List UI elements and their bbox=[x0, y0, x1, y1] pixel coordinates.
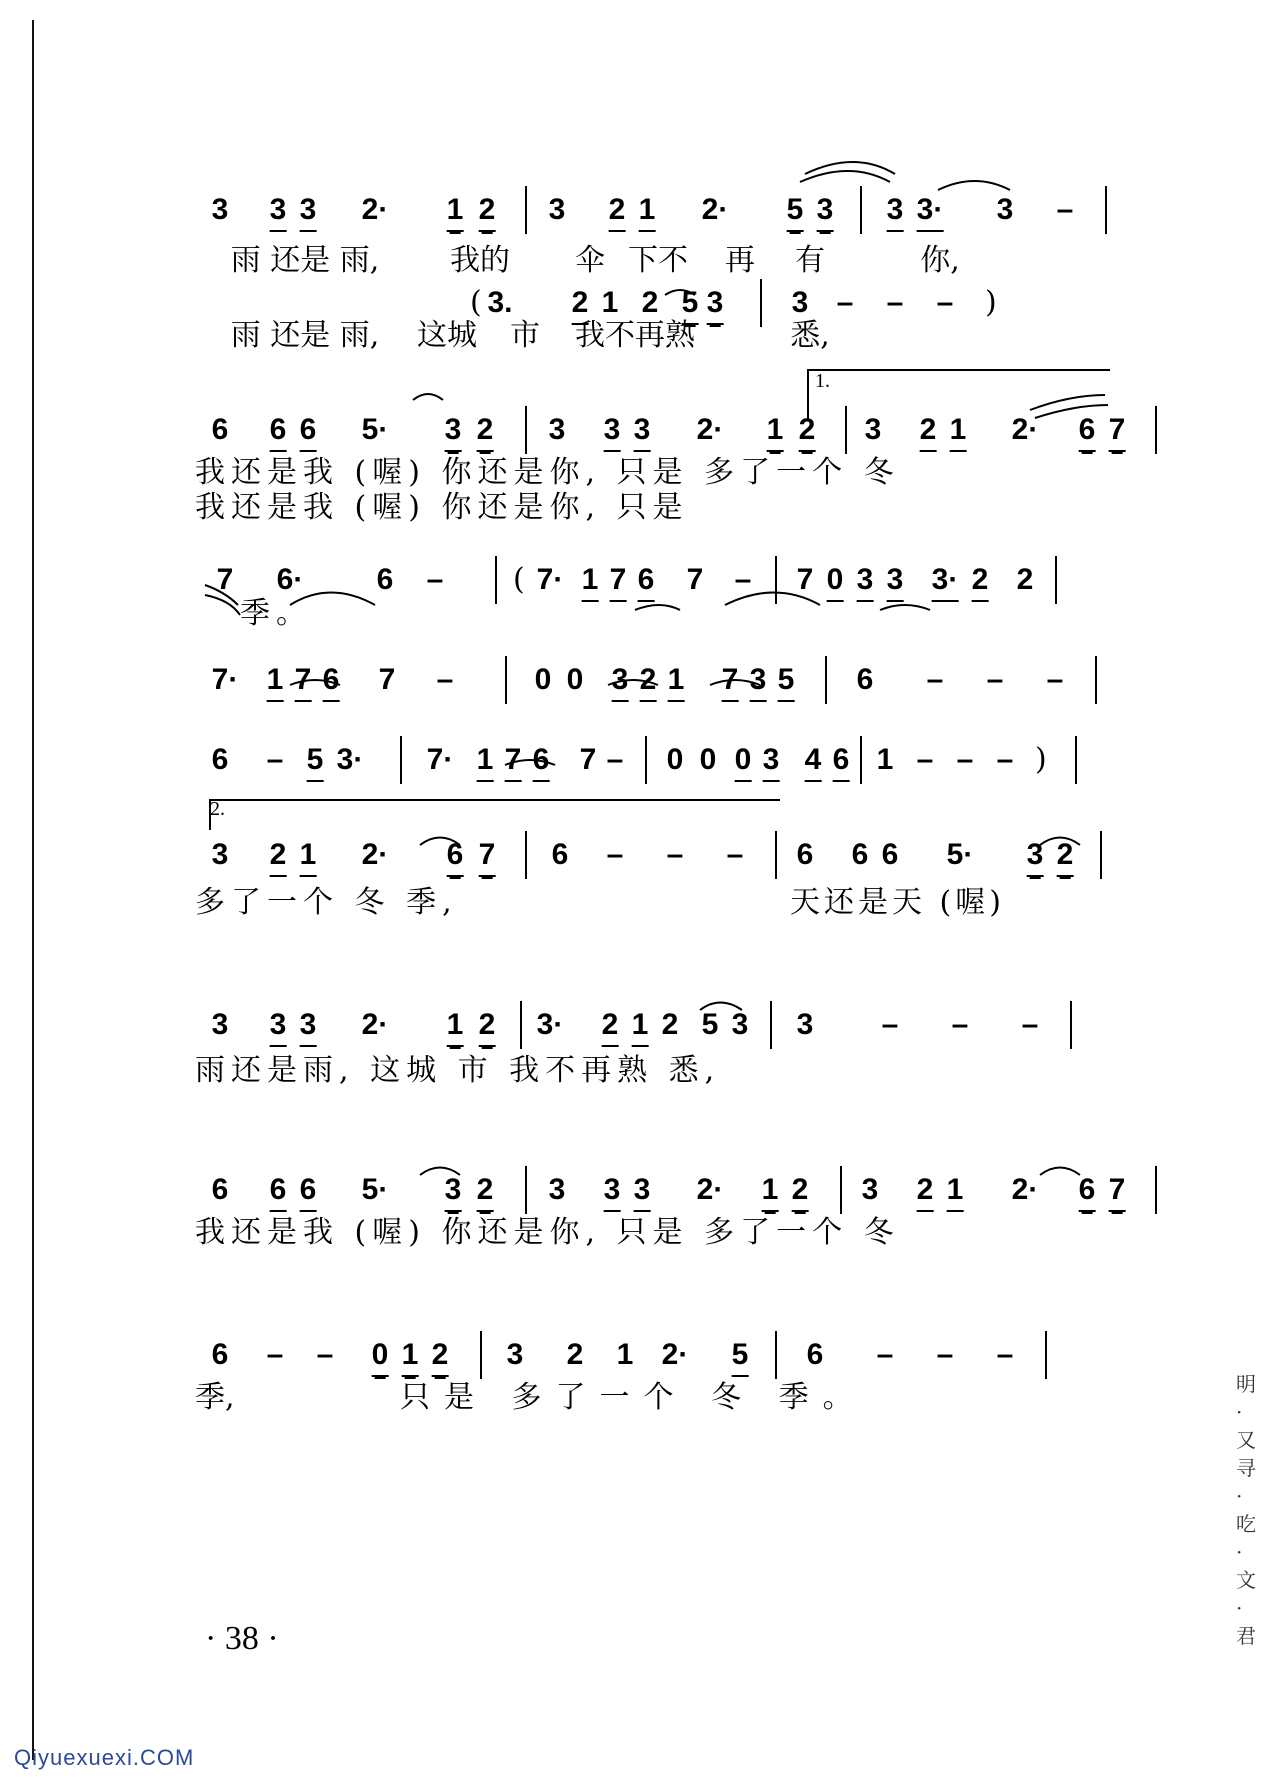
staff-line-1 bbox=[195, 190, 1125, 250]
note: 0 bbox=[666, 743, 684, 776]
note: – bbox=[986, 663, 1004, 696]
bar-line bbox=[860, 186, 862, 234]
bar-line bbox=[525, 186, 527, 234]
note: – bbox=[726, 838, 744, 871]
note: 5 bbox=[682, 283, 699, 325]
lyric-text: 季。 bbox=[240, 596, 312, 631]
note: 0 bbox=[566, 663, 584, 696]
note: 7 bbox=[579, 743, 597, 776]
note: – bbox=[916, 743, 934, 776]
first-ending-label: 1. bbox=[815, 370, 830, 392]
note: – bbox=[936, 286, 954, 319]
note: 3 bbox=[548, 413, 566, 446]
note: 1 bbox=[947, 1170, 964, 1212]
note: 6 bbox=[300, 410, 317, 452]
note: 2 bbox=[477, 410, 494, 452]
note: 6 bbox=[533, 740, 550, 782]
bar-line bbox=[775, 1331, 777, 1379]
note: – bbox=[996, 743, 1014, 776]
note: 6 bbox=[796, 838, 814, 871]
parenthesis: ) bbox=[1035, 742, 1047, 777]
page-margin-line bbox=[32, 20, 34, 1760]
bar-line bbox=[1075, 736, 1077, 784]
note: 2 bbox=[661, 1008, 679, 1041]
lyric-line-8 bbox=[195, 1215, 1125, 1255]
note: 7 bbox=[722, 660, 739, 702]
note: 5 bbox=[787, 190, 804, 232]
bar-line bbox=[525, 831, 527, 879]
note: 6 bbox=[1079, 410, 1096, 452]
note: 6 bbox=[211, 743, 229, 776]
bar-line bbox=[1100, 831, 1102, 879]
lyric-line-3 bbox=[195, 596, 1125, 636]
lyric-syllable: 我不再熟 bbox=[575, 318, 695, 353]
note: 1 bbox=[668, 660, 685, 702]
note: 2· bbox=[361, 838, 389, 871]
bar-line bbox=[1155, 1166, 1157, 1214]
note: 6 bbox=[270, 410, 287, 452]
note: 3 bbox=[887, 190, 904, 232]
note: 5 bbox=[732, 1335, 749, 1377]
note: 3· bbox=[932, 560, 959, 602]
note: – bbox=[951, 1008, 969, 1041]
lyric-line-7 bbox=[195, 1053, 1125, 1093]
note: 6 bbox=[881, 838, 899, 871]
note: – bbox=[1021, 1008, 1039, 1041]
note: 7 bbox=[216, 563, 234, 596]
note: 1 bbox=[639, 190, 656, 232]
bar-line bbox=[400, 736, 402, 784]
note: 1 bbox=[876, 743, 894, 776]
note: 3 bbox=[604, 410, 621, 452]
bar-line bbox=[1155, 406, 1157, 454]
lyric-text: 我还是我 (喔) 你还是你, 只是 多了一个 冬 bbox=[195, 1215, 900, 1250]
note: 1 bbox=[402, 1335, 419, 1377]
note: 0 bbox=[699, 743, 717, 776]
note: 3 bbox=[996, 193, 1014, 226]
note: 1 bbox=[447, 1005, 464, 1047]
note: 4 bbox=[805, 740, 822, 782]
note: 1 bbox=[950, 410, 967, 452]
lyric-line-2a bbox=[195, 455, 1125, 495]
watermark: Qiyuexuexi.COM bbox=[14, 1745, 195, 1770]
note: 7 bbox=[1109, 410, 1126, 452]
note: 6 bbox=[851, 838, 869, 871]
note: 2 bbox=[799, 410, 816, 452]
staff-line-5 bbox=[195, 740, 1125, 800]
bar-line bbox=[1045, 1331, 1047, 1379]
note: 1 bbox=[300, 835, 317, 877]
note: 3 bbox=[211, 838, 229, 871]
note: 3 bbox=[300, 190, 317, 232]
note: 2· bbox=[661, 1338, 689, 1371]
lyric-text: 天还是天 (喔) bbox=[790, 885, 1005, 920]
note: – bbox=[956, 743, 974, 776]
lyric-text: 多了一个 冬 季, bbox=[195, 885, 458, 920]
page-number: · 38 · bbox=[205, 1620, 279, 1657]
note: 3 bbox=[270, 190, 287, 232]
bar-line bbox=[645, 736, 647, 784]
note: 0 bbox=[372, 1335, 389, 1377]
note: 3 bbox=[634, 410, 651, 452]
lyric-text: 雨还是雨, 这城 市 我不再熟 悉, bbox=[195, 1053, 721, 1088]
lyric-text: 我还是我 (喔) 你还是你, 只是 多了一个 冬 bbox=[195, 455, 900, 490]
lyric-line-1a bbox=[195, 243, 1125, 283]
note: 2 bbox=[609, 190, 626, 232]
note: 2 bbox=[1057, 835, 1074, 877]
note: 7· bbox=[426, 743, 454, 776]
note: – bbox=[996, 1338, 1014, 1371]
note: 7· bbox=[211, 663, 239, 696]
note: – bbox=[266, 743, 284, 776]
note: 3 bbox=[750, 660, 767, 702]
note: 3 bbox=[211, 1008, 229, 1041]
note: 3 bbox=[548, 1173, 566, 1206]
note: 6 bbox=[270, 1170, 287, 1212]
bar-line bbox=[840, 1166, 842, 1214]
note: 7· bbox=[536, 563, 564, 596]
note: 0 bbox=[827, 560, 844, 602]
bar-line bbox=[825, 656, 827, 704]
note: 2 bbox=[1016, 563, 1034, 596]
note: 2· bbox=[361, 1008, 389, 1041]
note: 2 bbox=[479, 1005, 496, 1047]
note: 2 bbox=[566, 1338, 584, 1371]
note: 6 bbox=[856, 663, 874, 696]
bar-line bbox=[1095, 656, 1097, 704]
note: 2 bbox=[972, 560, 989, 602]
note: 3· bbox=[536, 1008, 564, 1041]
note: 3 bbox=[270, 1005, 287, 1047]
bar-line bbox=[1070, 1001, 1072, 1049]
note: 5· bbox=[946, 838, 974, 871]
side-handwriting: 明·又寻·吃·文·君 bbox=[1236, 1372, 1256, 1648]
note: 3 bbox=[857, 560, 874, 602]
lyric-text: 我还是我 (喔) 你还是你, 只是 bbox=[195, 490, 689, 525]
lyric-syllable: 悉, bbox=[790, 318, 830, 353]
note: 3 bbox=[604, 1170, 621, 1212]
note: – bbox=[426, 563, 444, 596]
note: 6 bbox=[833, 740, 850, 782]
note: 0 bbox=[534, 663, 552, 696]
note: – bbox=[881, 1008, 899, 1041]
note: 7 bbox=[796, 563, 814, 596]
note: 1 bbox=[767, 410, 784, 452]
note: 7 bbox=[1109, 1170, 1126, 1212]
note: 1 bbox=[616, 1338, 634, 1371]
note: 2· bbox=[701, 193, 729, 226]
parenthesis: ) bbox=[985, 285, 997, 320]
note: 3 bbox=[763, 740, 780, 782]
note: – bbox=[836, 286, 854, 319]
note: 6 bbox=[211, 413, 229, 446]
note: 3 bbox=[1027, 835, 1044, 877]
note: 2 bbox=[640, 660, 657, 702]
bar-line bbox=[860, 736, 862, 784]
note: 2· bbox=[696, 413, 724, 446]
note: 3 bbox=[861, 1173, 879, 1206]
note: 1 bbox=[267, 660, 284, 702]
note: 3 bbox=[887, 560, 904, 602]
note: 1 bbox=[601, 286, 619, 319]
note: 1 bbox=[447, 190, 464, 232]
note: 5· bbox=[361, 1173, 389, 1206]
lyric-syllable: 市 bbox=[510, 318, 540, 353]
bar-line bbox=[775, 831, 777, 879]
note: 6 bbox=[638, 560, 655, 602]
lyric-syllable: 雨 还是 雨, bbox=[230, 243, 380, 278]
note: 2 bbox=[641, 286, 659, 319]
note: – bbox=[606, 838, 624, 871]
parenthesis: ( bbox=[513, 562, 525, 597]
note: 2· bbox=[1011, 413, 1039, 446]
note: 6 bbox=[806, 1338, 824, 1371]
lyric-syllable: 我的 bbox=[450, 243, 510, 278]
bar-line bbox=[480, 1331, 482, 1379]
bar-line bbox=[845, 406, 847, 454]
note: 3 bbox=[791, 286, 809, 319]
note: 5 bbox=[701, 1008, 719, 1041]
note: – bbox=[266, 1338, 284, 1371]
note: – bbox=[436, 663, 454, 696]
note: 3· bbox=[336, 743, 364, 776]
bar-line bbox=[770, 1001, 772, 1049]
note: 7 bbox=[505, 740, 522, 782]
note: 1 bbox=[477, 740, 494, 782]
lyric-text: 只是 多了一个 冬 季。 bbox=[400, 1380, 867, 1415]
note: 2 bbox=[432, 1335, 449, 1377]
note: 3 bbox=[506, 1338, 524, 1371]
lyric-syllable: 这城 bbox=[417, 318, 477, 353]
note: 6 bbox=[300, 1170, 317, 1212]
note: – bbox=[936, 1338, 954, 1371]
note: – bbox=[606, 743, 624, 776]
note: 3 bbox=[445, 410, 462, 452]
note: – bbox=[876, 1338, 894, 1371]
note: 3 bbox=[548, 193, 566, 226]
bar-line bbox=[525, 406, 527, 454]
note: 5· bbox=[361, 413, 389, 446]
note: 1 bbox=[582, 560, 599, 602]
note: 3· bbox=[917, 190, 944, 232]
note: 2 bbox=[917, 1170, 934, 1212]
note: 0 bbox=[735, 740, 752, 782]
lyric-line-1b bbox=[195, 318, 1125, 358]
note: 6 bbox=[551, 838, 569, 871]
note: – bbox=[316, 1338, 334, 1371]
lyric-syllable: 你, bbox=[920, 243, 960, 278]
note: 3 bbox=[796, 1008, 814, 1041]
lyric-text: 季, bbox=[195, 1380, 235, 1415]
bar-line bbox=[525, 1166, 527, 1214]
note: 7 bbox=[378, 663, 396, 696]
note: 2 bbox=[920, 410, 937, 452]
note: 3 bbox=[864, 413, 882, 446]
note: 6 bbox=[211, 1173, 229, 1206]
lyric-line-9 bbox=[195, 1380, 1125, 1420]
note: 3 bbox=[612, 660, 629, 702]
second-ending-label: 2. bbox=[210, 798, 225, 820]
note: 3 bbox=[731, 1008, 749, 1041]
note: 7 bbox=[610, 560, 627, 602]
note: 3 bbox=[634, 1170, 651, 1212]
note: 2 bbox=[792, 1170, 809, 1212]
note: – bbox=[926, 663, 944, 696]
staff-line-4 bbox=[195, 660, 1125, 720]
note: 7 bbox=[295, 660, 312, 702]
note: 2 bbox=[572, 283, 589, 325]
lyric-syllable: 伞 bbox=[575, 243, 605, 278]
note: 6 bbox=[447, 835, 464, 877]
note: 3. bbox=[487, 286, 513, 319]
note: 7 bbox=[686, 563, 704, 596]
bar-line bbox=[505, 656, 507, 704]
note: 3 bbox=[300, 1005, 317, 1047]
note: – bbox=[734, 563, 752, 596]
note: – bbox=[1046, 663, 1064, 696]
note: 6 bbox=[376, 563, 394, 596]
note: 6 bbox=[323, 660, 340, 702]
lyric-syllable: 有 bbox=[795, 243, 825, 278]
note: 3 bbox=[707, 283, 724, 325]
note: 2· bbox=[696, 1173, 724, 1206]
note: 6 bbox=[1079, 1170, 1096, 1212]
bar-line bbox=[520, 1001, 522, 1049]
note: 2· bbox=[361, 193, 389, 226]
note: 5 bbox=[307, 740, 324, 782]
lyric-line-6 bbox=[195, 885, 1125, 925]
note: 2 bbox=[477, 1170, 494, 1212]
note: 7 bbox=[479, 835, 496, 877]
note: 5 bbox=[778, 660, 795, 702]
note: 1 bbox=[632, 1005, 649, 1047]
lyric-syllable: 再 bbox=[725, 243, 755, 278]
note: 1 bbox=[762, 1170, 779, 1212]
note: 2 bbox=[479, 190, 496, 232]
lyric-line-2b bbox=[195, 490, 1125, 530]
note: 2· bbox=[1011, 1173, 1039, 1206]
note: 6 bbox=[211, 1338, 229, 1371]
lyric-syllable: 雨 还是 雨, bbox=[230, 318, 380, 353]
note: 6· bbox=[276, 563, 304, 596]
note: 2 bbox=[602, 1005, 619, 1047]
note: – bbox=[1056, 193, 1074, 226]
note: 3 bbox=[817, 190, 834, 232]
parenthesis: ( bbox=[470, 285, 482, 320]
bar-line bbox=[1105, 186, 1107, 234]
note: – bbox=[666, 838, 684, 871]
note: 3 bbox=[445, 1170, 462, 1212]
note: 2 bbox=[270, 835, 287, 877]
lyric-syllable: 下不 bbox=[628, 243, 688, 278]
note: 3 bbox=[211, 193, 229, 226]
note: – bbox=[886, 286, 904, 319]
